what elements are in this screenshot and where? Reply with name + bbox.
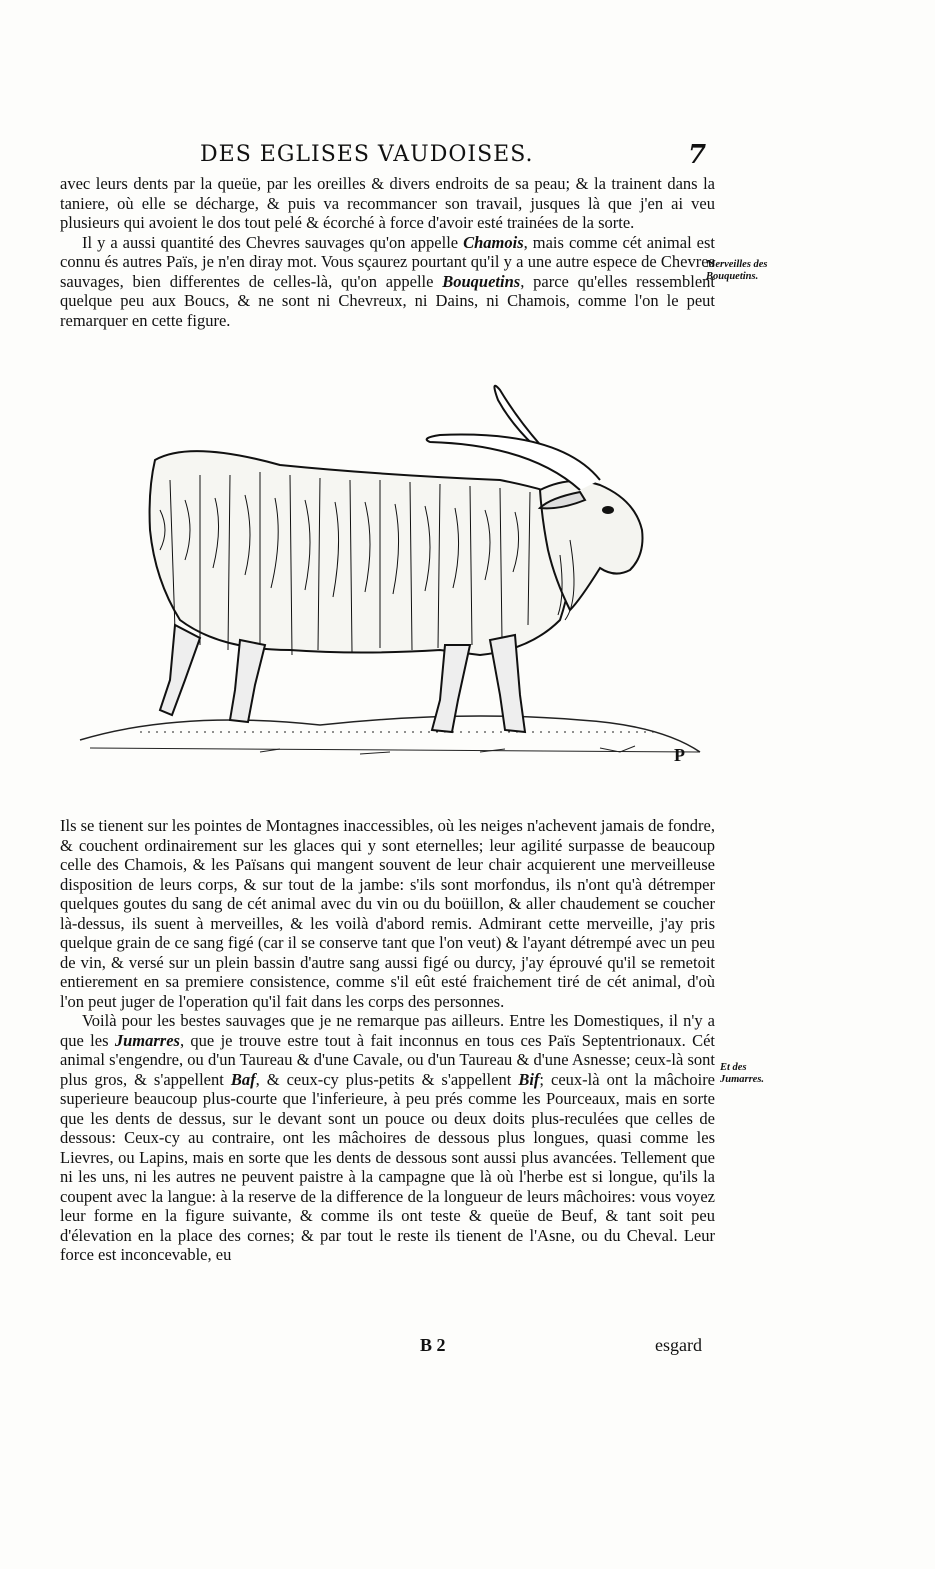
ibex-engraving bbox=[60, 380, 720, 800]
ground bbox=[80, 716, 700, 754]
term-baf: Baf bbox=[230, 1069, 256, 1089]
page-number: 7 bbox=[688, 140, 707, 170]
running-header: DES EGLISES VAUDOISES. bbox=[200, 142, 534, 167]
margin-note-bouquetins: Merveilles des Bouquetins. bbox=[706, 259, 768, 282]
margin-note-jumarres: Et des Jumarres. bbox=[720, 1062, 765, 1085]
term-chamois: Chamois bbox=[463, 232, 524, 252]
paragraph-4 bbox=[60, 1011, 715, 1265]
paragraph-1-text: avec leurs dents par la queüe, par les oreilles & divers endroits de sa peau; & la trainent dans la taniere, où elle se décharge, & puis va recommancer son travail, jusques là que j'en ai veu plusieurs qui avoient le dos tout pelé & écorché à force d'avoir esté trainées de la sorte. bbox=[60, 174, 715, 232]
term-bouquetins: Bouquetins bbox=[442, 271, 521, 291]
goat-body bbox=[150, 386, 643, 732]
paragraph-3 bbox=[60, 816, 715, 1265]
term-jumarres: Jumarres bbox=[114, 1030, 180, 1050]
term-bif: Bif bbox=[518, 1069, 540, 1089]
paragraph-3-text: Ils se tienent sur les pointes de Montagnes inaccessibles, où les neiges n'achevent jamais de fondre, & couchent ordinairement sur les glaces qui y sont eternelles; leur agilité surpasse de beaucoup celle des Chamois, & les Païsans qui mangent souvent de leur chair acquierent une merveilleuse disposition de leurs corps, & sur tout de la jambe: s'ils sont morfondus, ils n'ont qu'à détremper quelques goutes du sang de cét animal avec du vin ou du boüillon, & aller chaudement se coucher là-dessus, ils suent à merveilles, & les voilà d'abord remis. Admirant cette merveille, j'ay pris quelque grain de ce sang figé (car il se conserve tant que l'on veut) & l'ayant détrempé avec un peu de vin, & versé sur un plein bassin d'autre sang aussi figé ou durcy, j'ay éprouvé qu'il se remetoit entierement en sa premiere consistence, comme s'il eût esté fraichement tiré de cét animal, d'où l'on peut juger de l'operation qu'il fait dans les corps des personnes. bbox=[60, 816, 715, 1011]
plate-letter: P bbox=[674, 745, 685, 765]
p4-text-2: , que je trouve estre tout à fait inconnus en tous ces Païs Septentrionaux. Cét animal s'engendre, ou d'un Taureau & d'une Cavale, ou d'un Taureau & d'une Asnesse; ceux-là sont plus gros, & s'appellent bbox=[60, 1030, 715, 1089]
p4-text-4: ; ceux-là ont la mâchoire superieure beaucoup plus-courte que l'inferieure, à peu prés comme les Pourceaux, mais en sorte que les dents de dessus, sur le devant sont un pouce ou deux doits plus-reculées que celles de dessous: Ceux-cy au contraire, ont les mâchoires de dessous plus longues, quasi comme les Lievres, ou Lapins, mais en sorte que les dents de dessous sont aussi plus avancées. Tellement que ni les uns, ni les autres ne peuvent paistre à la campagne que là où l'herbe est si longue, qu'ils la coupent avec la langue: à la reserve de la difference de la longueur de leurs mâchoires: vous voyez leur forme en la figure suivante, & comme ils ont teste & queüe de Beuf, & tant soit peu d'élevation en la place des cornes; & par tout le reste ils tienent de l'Asne, ou du Cheval. Leur force est inconcevable, eu bbox=[60, 1069, 716, 1264]
signature-mark: B 2 bbox=[420, 1335, 446, 1355]
p4-text-1: Voilà pour les bestes sauvages que je ne remarque pas ailleurs. Entre les Domestiques, il n'y a que les bbox=[60, 1011, 715, 1050]
p4-text-3: , & ceux-cy plus-petits & s'appellent bbox=[255, 1069, 519, 1089]
p2-text-2: , mais comme cét animal est connu és autres Païs, je n'en diray mot. Vous sçaurez pourtant qu'il y a une autre espece de Chevres sauvages, bien differentes de celles-là, qu'on appelle bbox=[60, 232, 715, 291]
p2-text-1: Il y a aussi quantité des Chevres sauvages qu'on appelle bbox=[82, 232, 464, 252]
p2-text-3: , parce qu'elles ressemblent quelque peu aux Boucs, & ne sont ni Chevreux, ni Dains, ni Chamois, comme l'on le peut remarquer en cette figure. bbox=[60, 271, 715, 330]
paragraph-2 bbox=[60, 233, 715, 331]
catchword: esgard bbox=[655, 1335, 702, 1355]
paragraph-1 bbox=[60, 174, 715, 330]
